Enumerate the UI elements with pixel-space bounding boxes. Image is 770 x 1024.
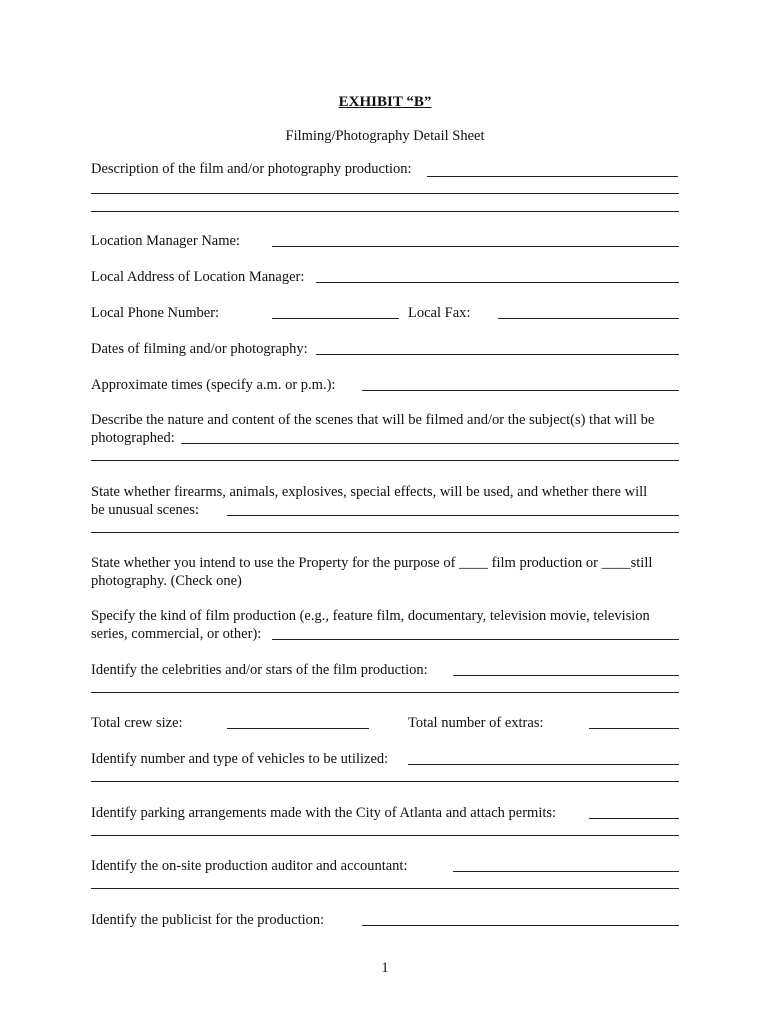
describe-scenes-input-line[interactable] [181,443,679,444]
extras-label: Total number of extras: [408,715,544,731]
parking-label: Identify parking arrangements made with the City of Atlanta and attach permits: [91,805,557,821]
describe-scenes-input-line[interactable] [91,460,679,461]
extras-input-line[interactable] [589,728,679,729]
vehicles-input-line[interactable] [91,781,679,782]
kind-production-input-line[interactable] [272,639,679,640]
vehicles-label: Identify number and type of vehicles to be utilized: [91,751,389,767]
vehicles-input-line[interactable] [408,764,679,765]
state-firearms-input-line[interactable] [91,532,679,533]
crew-size-label: Total crew size: [91,715,183,731]
state-firearms-input-line[interactable] [227,515,679,516]
local-fax-label: Local Fax: [408,305,471,321]
auditor-input-line[interactable] [91,888,679,889]
location-manager-name-input-line[interactable] [272,246,679,247]
local-address-input-line[interactable] [316,282,679,283]
celebrities-input-line[interactable] [91,692,679,693]
auditor-label: Identify the on-site production auditor and accountant: [91,858,408,874]
approx-times-label: Approximate times (specify a.m. or p.m.): [91,377,336,393]
parking-input-line[interactable] [589,818,679,819]
describe-scenes-label: Describe the nature and content of the scenes that will be filmed and/or the subject(s) that will be [91,412,655,428]
document-subtitle: Filming/Photography Detail Sheet [285,128,485,144]
parking-input-line[interactable] [91,835,679,836]
intend-use-label: State whether you intend to use the Property for the purpose of ____ film production or ____still [91,555,653,571]
local-fax-input-line[interactable] [498,318,679,319]
intend-use-label-cont: photography. (Check one) [91,573,242,589]
description-label: Description of the film and/or photography production: [91,161,412,177]
approx-times-input-line[interactable] [362,390,679,391]
celebrities-input-line[interactable] [453,675,679,676]
local-address-label: Local Address of Location Manager: [91,269,305,285]
dates-input-line[interactable] [316,354,679,355]
crew-size-input-line[interactable] [227,728,369,729]
kind-production-label: Specify the kind of film production (e.g., feature film, documentary, television movie, television [91,608,650,624]
describe-scenes-label-cont: photographed: [91,430,175,446]
description-input-line[interactable] [427,176,678,177]
description-input-line[interactable] [91,193,679,194]
description-input-line[interactable] [91,211,679,212]
document-title: EXHIBIT “B” [338,94,432,110]
state-firearms-label: State whether firearms, animals, explosives, special effects, will be used, and whether there will [91,484,648,500]
local-phone-label: Local Phone Number: [91,305,220,321]
page-number: 1 [381,960,389,976]
kind-production-label-cont: series, commercial, or other): [91,626,262,642]
celebrities-label: Identify the celebrities and/or stars of the film production: [91,662,428,678]
dates-label: Dates of filming and/or photography: [91,341,308,357]
state-firearms-label-cont: be unusual scenes: [91,502,199,518]
auditor-input-line[interactable] [453,871,679,872]
publicist-label: Identify the publicist for the production: [91,912,325,928]
publicist-input-line[interactable] [362,925,679,926]
local-phone-input-line[interactable] [272,318,399,319]
location-manager-name-label: Location Manager Name: [91,233,240,249]
